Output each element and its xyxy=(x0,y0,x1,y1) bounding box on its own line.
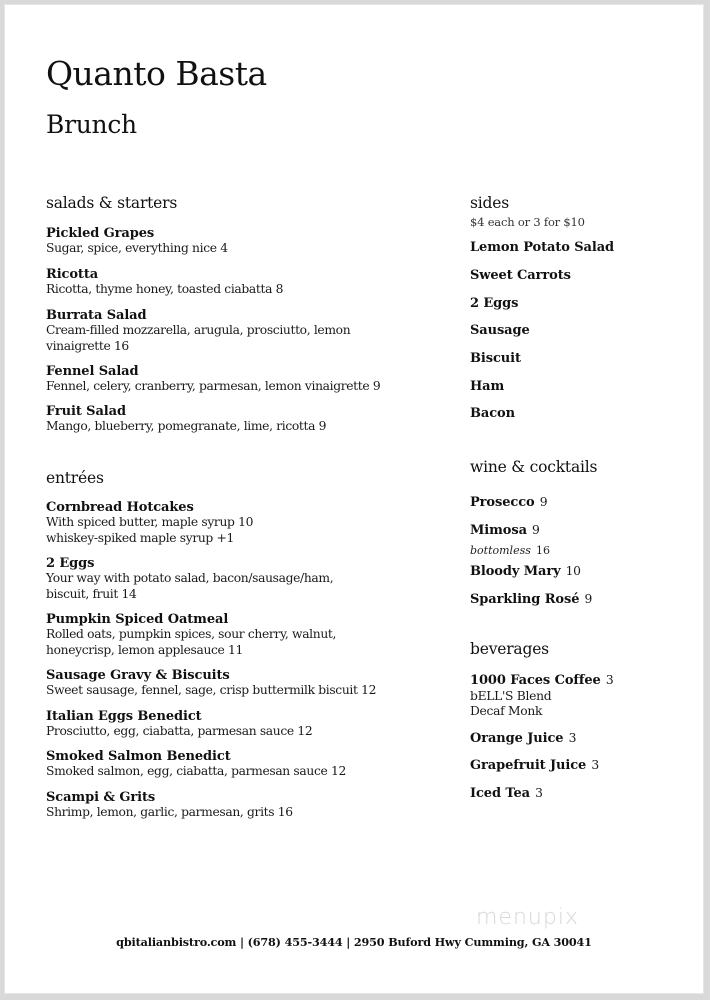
beverage-item xyxy=(470,727,670,747)
item-name: 1000 Faces Coffee xyxy=(470,673,601,688)
item-name: Orange Juice xyxy=(470,731,564,746)
side-item: Biscuit xyxy=(470,351,521,366)
section-title-entrees: entrées xyxy=(46,469,104,487)
menu-item xyxy=(46,668,426,699)
sides-pricing-note: $4 each or 3 for $10 xyxy=(470,215,585,229)
left-column xyxy=(46,4,426,904)
item-price: 9 xyxy=(539,495,548,509)
item-price: 3 xyxy=(591,758,599,772)
item-desc: Cream-filled mozzarella, arugula, prosciutto, lemon xyxy=(46,323,351,337)
menu-item xyxy=(46,308,426,354)
item-desc: Shrimp, lemon, garlic, parmesan, grits 16 xyxy=(46,805,293,819)
menu-item xyxy=(46,364,426,395)
side-item: Bacon xyxy=(470,406,515,421)
section-title-sides: sides xyxy=(470,194,509,212)
item-name: Cornbread Hotcakes xyxy=(46,500,194,515)
coffee-option: Decaf Monk xyxy=(470,703,543,718)
item-desc: whiskey-spiked maple syrup +1 xyxy=(46,530,234,545)
item-name: Pickled Grapes xyxy=(46,226,155,241)
watermark-logo: menupix xyxy=(476,905,579,930)
section-title-beverages: beverages xyxy=(470,640,549,658)
side-item: Lemon Potato Salad xyxy=(470,240,615,255)
menu-item xyxy=(46,612,426,658)
drink-item xyxy=(470,588,670,608)
item-name: Fennel Salad xyxy=(46,364,139,379)
item-price: 3 xyxy=(535,786,543,800)
item-name: Pumpkin Spiced Oatmeal xyxy=(46,612,229,627)
item-price: 9 xyxy=(584,592,592,606)
item-name: Italian Eggs Benedict xyxy=(46,709,202,724)
menu-page xyxy=(4,4,704,994)
item-name: Sausage Gravy & Biscuits xyxy=(46,668,230,683)
item-subnote-price: 16 xyxy=(535,543,550,557)
item-desc: With spiced butter, maple syrup 10 xyxy=(46,515,254,529)
coffee-option: bELL'S Blend xyxy=(470,688,552,703)
menu-item xyxy=(46,790,426,821)
drink-item xyxy=(470,519,670,558)
item-desc: Sweet sausage, fennel, sage, crisp buttermilk biscuit 12 xyxy=(46,683,377,697)
item-name: Scampi & Grits xyxy=(46,790,156,805)
item-desc: vinaigrette 16 xyxy=(46,338,129,353)
item-name: Smoked Salmon Benedict xyxy=(46,749,231,764)
section-title-wine: wine & cocktails xyxy=(470,458,598,476)
item-name: 2 Eggs xyxy=(46,556,95,571)
item-name: Burrata Salad xyxy=(46,308,147,323)
item-desc: Mango, blueberry, pomegranate, lime, ricotta 9 xyxy=(46,419,327,433)
menu-title: Brunch xyxy=(46,110,137,139)
menu-item xyxy=(46,556,426,602)
item-name: Sparkling Rosé xyxy=(470,592,580,607)
section-title-salads: salads & starters xyxy=(46,194,178,212)
drink-item xyxy=(470,491,670,511)
item-price: 9 xyxy=(532,523,540,537)
menu-item xyxy=(46,404,426,435)
item-desc: Sugar, spice, everything nice 4 xyxy=(46,241,228,255)
item-name: Fruit Salad xyxy=(46,404,126,419)
item-desc: Fennel, celery, cranberry, parmesan, lemon vinaigrette 9 xyxy=(46,379,381,393)
menu-item xyxy=(46,267,426,298)
side-item: Ham xyxy=(470,379,505,394)
drink-item xyxy=(470,560,670,580)
restaurant-name: Quanto Basta xyxy=(46,54,267,93)
item-price: 3 xyxy=(568,731,577,745)
item-name: Grapefruit Juice xyxy=(470,758,587,773)
menu-item xyxy=(46,749,426,780)
item-desc: biscuit, fruit 14 xyxy=(46,586,137,601)
item-name: Mimosa xyxy=(470,523,527,538)
item-desc: Ricotta, thyme honey, toasted ciabatta 8 xyxy=(46,282,284,296)
side-item: 2 Eggs xyxy=(470,296,519,311)
item-subnote: bottomless xyxy=(470,543,531,557)
item-name: Bloody Mary xyxy=(470,564,561,579)
menu-item xyxy=(46,500,426,546)
right-column xyxy=(470,4,670,904)
beverage-item xyxy=(470,669,670,719)
item-price: 3 xyxy=(605,673,614,687)
item-desc: honeycrisp, lemon applesauce 11 xyxy=(46,642,243,657)
footer-contact: qbitalianbistro.com | (678) 455-3444 | 2950 Buford Hwy Cumming, GA 30041 xyxy=(116,935,592,949)
item-name: Iced Tea xyxy=(470,786,530,801)
item-desc: Your way with potato salad, bacon/sausage/ham, xyxy=(46,571,334,585)
item-desc: Smoked salmon, egg, ciabatta, parmesan sauce 12 xyxy=(46,764,346,778)
side-item: Sausage xyxy=(470,323,530,338)
menu-item xyxy=(46,226,426,257)
item-desc: Prosciutto, egg, ciabatta, parmesan sauce 12 xyxy=(46,724,313,738)
beverage-item xyxy=(470,782,670,802)
side-item: Sweet Carrots xyxy=(470,268,571,283)
item-name: Prosecco xyxy=(470,495,535,510)
item-price: 10 xyxy=(565,564,581,578)
menu-item xyxy=(46,709,426,740)
beverage-item xyxy=(470,754,670,774)
item-name: Ricotta xyxy=(46,267,99,282)
item-desc: Rolled oats, pumpkin spices, sour cherry, walnut, xyxy=(46,627,337,641)
